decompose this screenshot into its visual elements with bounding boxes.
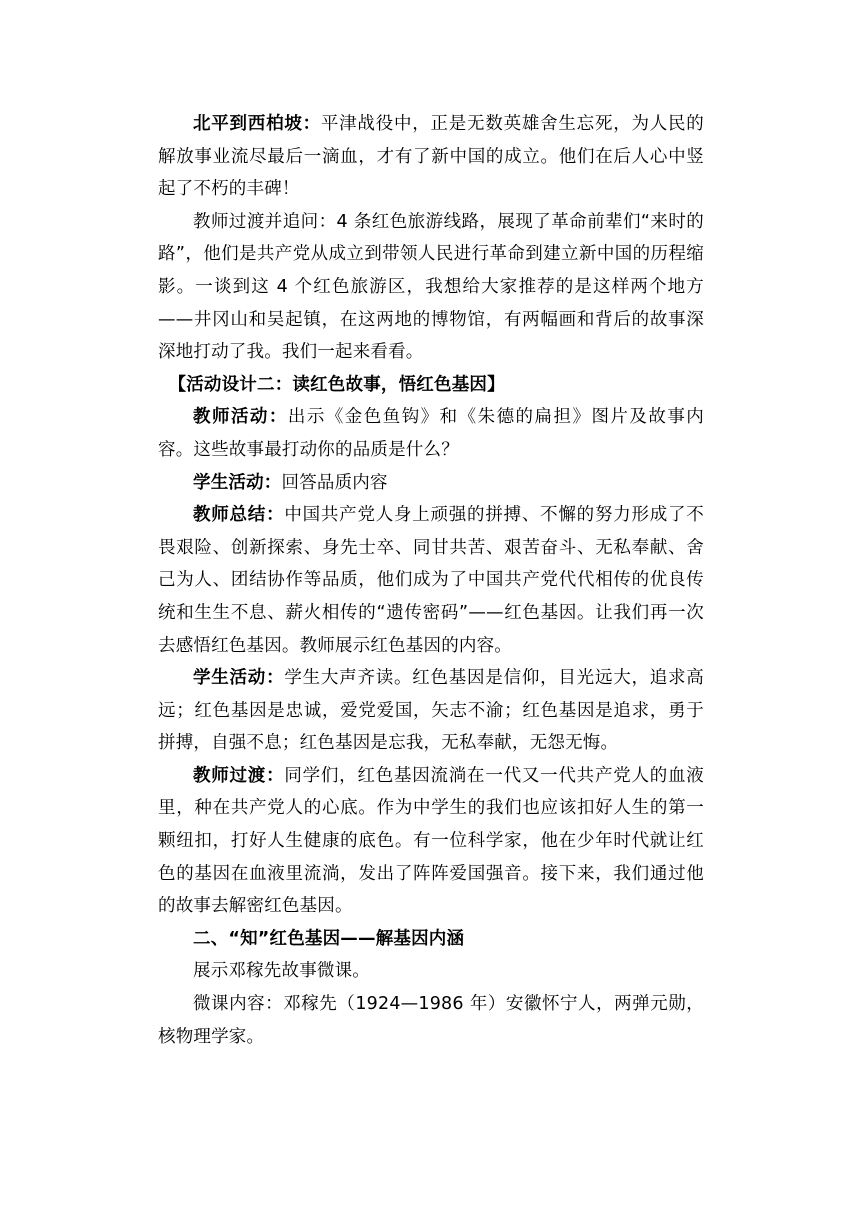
paragraph-lead: 北平到西柏坡： [193,114,321,134]
paragraph-body: 同学们，红色基因流淌在一代又一代共产党人的血液里，种在共产党人的心底。作为中学生的我们也应该扣好人生的第一颗纽扣，打好人生健康的底色。有一位科学家，他在少年时代就让红色的基因在血液里流淌，发出了阵阵爱国强音。接下来，我们通过他的故事去解密红色基因。 [158,765,704,917]
paragraph-teacher-summary [158,499,704,662]
paragraph-micro-lesson-intro [158,955,704,988]
activity-design-two-heading [158,369,704,402]
paragraph-body: 平津战役中，正是无数英雄舍生忘死，为人民的解放事业流尽最后一滴血，才有了新中国的成立。他们在后人心中竖起了不朽的丰碑！ [158,114,704,200]
paragraph-teacher-transition-question [158,206,704,369]
paragraph-lead: 学生活动： [193,668,285,689]
paragraph-body: 回答品质内容 [281,472,388,493]
paragraph-body: 教师过渡并追问：4 条红色旅游线路，展现了革命前辈们“来时的路”，他们是共产党从成立到带领人民进行革命到建立新中国的历程缩影。一谈到这 4 个红色旅游区，我想给大家推荐的是这样两个地方——井冈山和吴起镇，在这两地的博物馆，有两幅画和背后的故事深深地打动了我。我们一起来看看。 [158,211,704,363]
paragraph-student-activity-reading [158,662,704,760]
paragraph-teacher-transition [158,760,704,923]
paragraph-body: 微课内容：邓稼先（1924—1986 年）安徽怀宁人，两弹元勋，核物理学家。 [158,994,704,1047]
paragraph-teacher-activity [158,401,704,466]
section-two-heading [158,923,704,956]
document-page [158,108,704,1053]
heading-text: 【活动设计二：读红色故事，悟红色基因】 [168,374,505,395]
heading-text: 二、“知”红色基因——解基因内涵 [193,928,465,949]
paragraph-body: 中国共产党人身上顽强的拼搏、不懈的努力形成了不畏艰险、创新探索、身先士卒、同甘共苦、艰苦奋斗、无私奉献、舍己为人、团结协作等品质，他们成为了中国共产党代代相传的优良传统和生生不息、薪火相传的“遗传密码”——红色基因。让我们再一次去感悟红色基因。教师展示红色基因的内容。 [158,505,704,656]
paragraph-micro-lesson-content [158,988,704,1053]
paragraph-lead: 教师过渡： [193,765,285,786]
paragraph-student-activity-answer [158,467,704,500]
paragraph-body: 学生大声齐读。红色基因是信仰，目光远大，追求高远；红色基因是忠诚，爱党爱国，矢志不渝；红色基因是追求，勇于拼搏，自强不息；红色基因是忘我，无私奉献，无怨无悔。 [158,668,704,754]
paragraph-body: 展示邓稼先故事微课。 [193,961,370,982]
paragraph-lead: 学生活动： [193,472,282,493]
paragraph-body: 出示《金色鱼钩》和《朱德的扁担》图片及故事内容。这些故事最打动你的品质是什么？ [158,407,705,460]
paragraph-lead: 教师活动： [193,407,288,428]
paragraph-beiping-xibaipo [158,108,704,206]
paragraph-lead: 教师总结： [193,505,285,526]
